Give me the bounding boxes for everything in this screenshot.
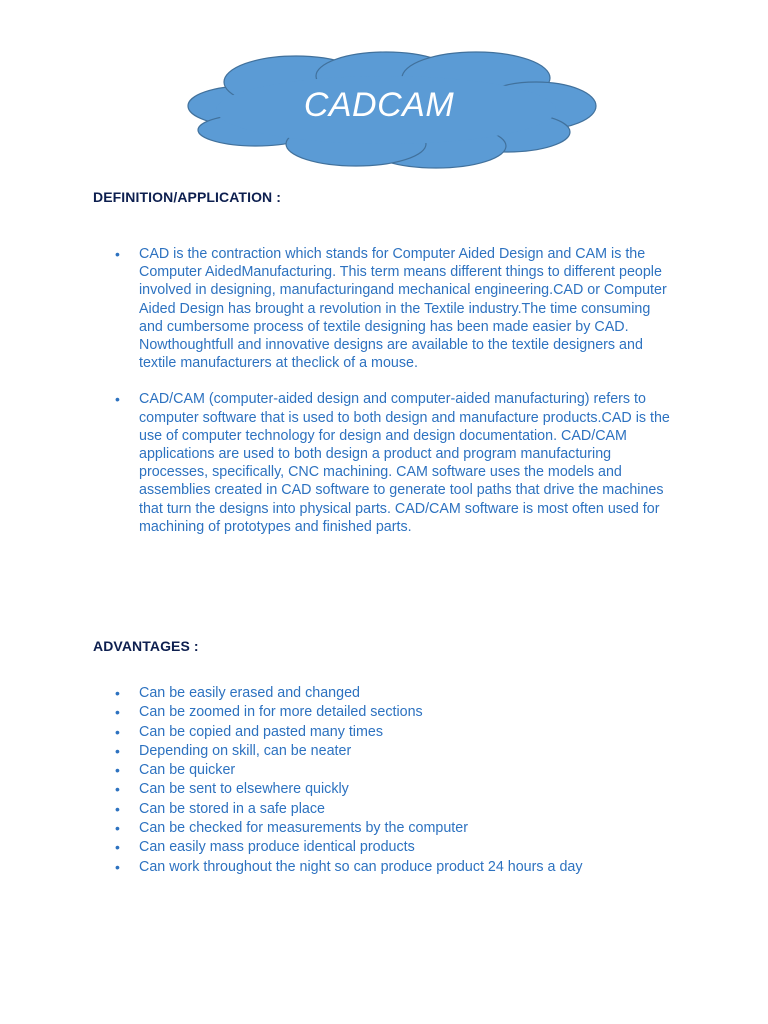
definition-heading: DEFINITION/APPLICATION :	[93, 189, 282, 205]
advantages-heading: ADVANTAGES :	[93, 638, 199, 654]
page-title: CADCAM	[303, 86, 455, 124]
definition-list	[113, 245, 673, 554]
advantage-text: Can be checked for measurements by the computer	[139, 820, 468, 837]
bullet-icon: •	[115, 762, 120, 779]
advantage-text: Can be stored in a safe place	[139, 800, 325, 817]
advantage-item	[113, 742, 673, 761]
bullet-icon: •	[115, 781, 120, 798]
bullet-icon: •	[115, 742, 120, 759]
advantage-item	[113, 684, 673, 703]
bullet-icon: •	[115, 858, 120, 875]
advantage-text: Can work throughout the night so can produce product 24 hours a day	[139, 858, 583, 875]
definition-item	[113, 390, 673, 536]
definition-text: CAD is the contraction which stands for Computer Aided Design and CAM is the Computer AidedManufacturing. This term means different things to different people involved in designing, manufacturingand mechanical engineering.CAD or Computer Aided Design has brought a revolution in the Textile industry.The time consuming and cumbersome process of textile designing has been made easier by CAD. Nowthoughtfull and innovative designs are available to the textile designers and textile manufacturers at theclick of a mouse.	[139, 246, 667, 372]
advantage-item	[113, 838, 673, 857]
bullet-icon: •	[115, 723, 120, 740]
advantage-text: Can be sent to elsewhere quickly	[139, 781, 349, 798]
advantage-text: Can easily mass produce identical products	[139, 839, 415, 856]
bullet-icon: •	[115, 685, 120, 701]
advantage-item	[113, 703, 673, 722]
bullet-icon: •	[115, 820, 120, 837]
bullet-icon: •	[115, 704, 120, 721]
advantage-item	[113, 800, 673, 819]
advantage-text: Depending on skill, can be neater	[139, 742, 352, 759]
advantage-item	[113, 723, 673, 742]
bullet-icon: •	[115, 839, 120, 856]
advantage-item	[113, 858, 673, 877]
title-cloud	[186, 46, 600, 172]
advantages-list	[113, 684, 673, 877]
advantage-item	[113, 819, 673, 838]
advantage-item	[113, 761, 673, 780]
advantage-text: Can be zoomed in for more detailed sections	[139, 704, 423, 721]
advantage-item	[113, 780, 673, 799]
advantage-text: Can be easily erased and changed	[139, 685, 360, 701]
definition-item	[113, 245, 673, 372]
definition-text: CAD/CAM (computer-aided design and computer-aided manufacturing) refers to computer software that is used to both design and manufacture products.CAD is the use of computer technology for design and design documentation. CAD/CAM applications are used to both design a product and program manufacturing processes, specifically, CNC machining. CAM software uses the models and assemblies created in CAD software to generate tool paths that drive the machines that turn the designs into physical parts. CAD/CAM software is most often used for machining of prototypes and finished parts.	[139, 391, 670, 535]
bullet-icon: •	[115, 800, 120, 817]
bullet-icon: •	[115, 391, 120, 408]
advantage-text: Can be quicker	[139, 762, 236, 779]
advantage-text: Can be copied and pasted many times	[139, 723, 383, 740]
bullet-icon: •	[115, 246, 120, 262]
